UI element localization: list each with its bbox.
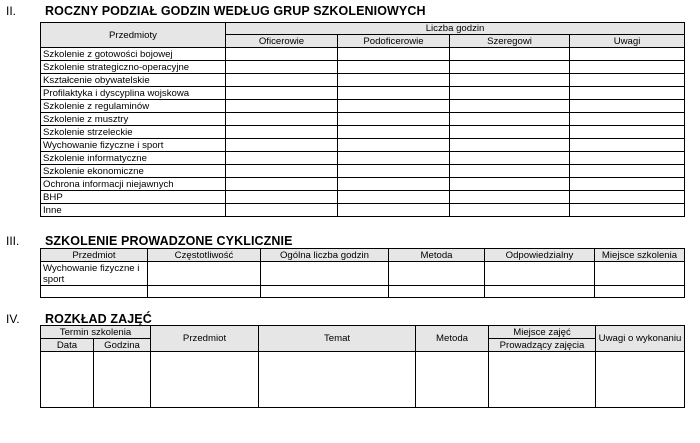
row-label: Szkolenie ekonomiczne: [41, 165, 226, 178]
table-row: [41, 286, 685, 298]
row-label: Ochrona informacji niejawnych: [41, 178, 226, 191]
table-row: [41, 191, 685, 204]
total-hours-header: Ogólna liczba godzin: [261, 249, 389, 262]
row-label: Szkolenie strzeleckie: [41, 126, 226, 139]
hours-group-header: Liczba godzin: [226, 23, 685, 35]
section-2-number: II.: [6, 4, 17, 18]
row-label: BHP: [41, 191, 226, 204]
table-row: [41, 113, 685, 126]
section-4-title: ROZKŁAD ZAJĘĆ: [45, 312, 152, 326]
notes-header: Uwagi: [570, 35, 685, 48]
section-2-title: ROCZNY PODZIAŁ GODZIN WEDŁUG GRUP SZKOLENIOWYCH: [45, 4, 426, 18]
row-label: Szkolenie z gotowości bojowej: [41, 48, 226, 61]
row-label: Profilaktyka i dyscyplina wojskowa: [41, 87, 226, 100]
cyclic-training-table: [40, 248, 685, 298]
row-label: Wychowanie fizyczne i sport: [41, 262, 148, 286]
row-label: Inne: [41, 204, 226, 217]
subjects-header: Przedmioty: [41, 23, 226, 48]
hour-header: Godzina: [94, 339, 151, 352]
frequency-header: Częstotliwość: [148, 249, 261, 262]
method-header: Metoda: [416, 326, 489, 352]
table-row: [41, 61, 685, 74]
nco-header: Podoficerowie: [338, 35, 450, 48]
table-row: [41, 48, 685, 61]
table-row: [41, 74, 685, 87]
table-row: [41, 165, 685, 178]
privates-header: Szeregowi: [450, 35, 570, 48]
instructor-header: Prowadzący zajęcia: [489, 339, 596, 352]
row-label: Kształcenie obywatelskie: [41, 74, 226, 87]
table-row: [41, 352, 685, 408]
method-header: Metoda: [389, 249, 485, 262]
date-header: Data: [41, 339, 94, 352]
table-row: [41, 178, 685, 191]
training-place-header: Miejsce szkolenia: [595, 249, 685, 262]
schedule-table: [40, 325, 685, 408]
responsible-header: Odpowiedzialny: [485, 249, 595, 262]
table-row: [41, 126, 685, 139]
section-3-title: SZKOLENIE PROWADZONE CYKLICZNIE: [45, 234, 293, 248]
row-label: Szkolenie z musztry: [41, 113, 226, 126]
table-row: [41, 204, 685, 217]
table-row: [41, 87, 685, 100]
annual-hours-table: [40, 22, 685, 217]
place-header: Miejsce zajęć: [489, 326, 596, 339]
section-3-number: III.: [6, 234, 20, 248]
term-header: Termin szkolenia: [41, 326, 151, 339]
row-label: Wychowanie fizyczne i sport: [41, 139, 226, 152]
table-row: [41, 262, 685, 286]
row-label: Szkolenie strategiczno-operacyjne: [41, 61, 226, 74]
execution-notes-header: Uwagi o wykonaniu: [596, 326, 685, 352]
table-row: [41, 100, 685, 113]
row-label: Szkolenie z regulaminów: [41, 100, 226, 113]
table-row: [41, 139, 685, 152]
section-4-number: IV.: [6, 312, 20, 326]
subject-header: Przedmiot: [41, 249, 148, 262]
subject-header: Przedmiot: [151, 326, 259, 352]
officers-header: Oficerowie: [226, 35, 338, 48]
topic-header: Temat: [259, 326, 416, 352]
table-row: [41, 152, 685, 165]
row-label: Szkolenie informatyczne: [41, 152, 226, 165]
